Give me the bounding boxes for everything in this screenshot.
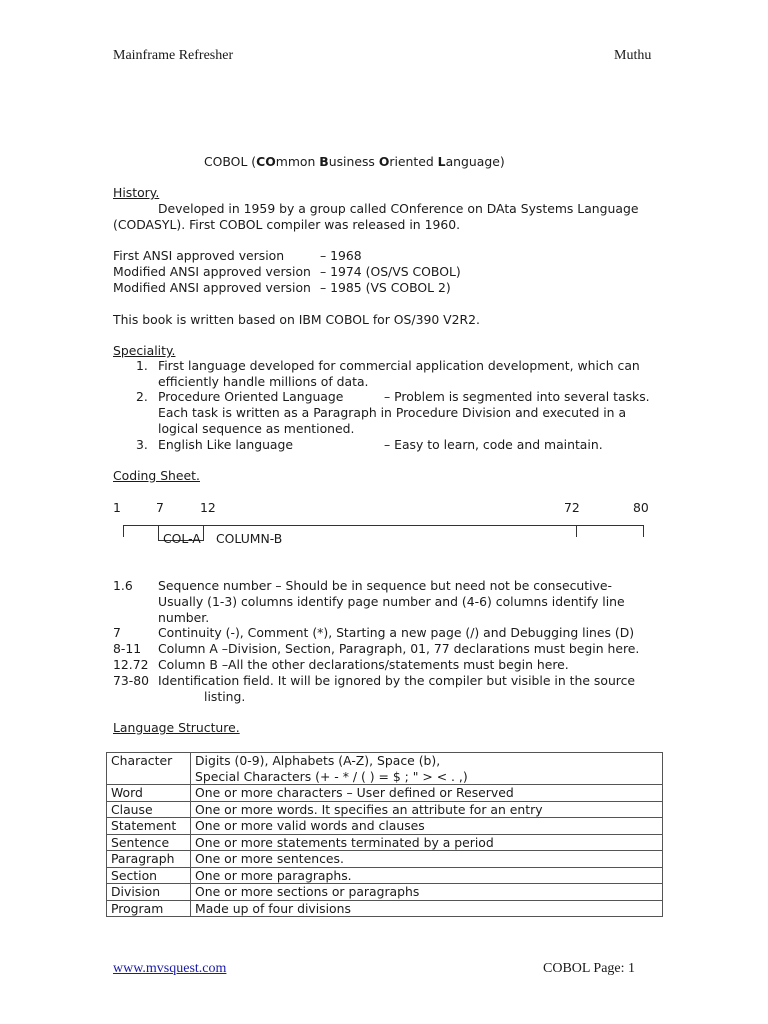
title-part: COBOL (: [204, 154, 257, 169]
desc-line: One or more words. It specifies an attribute for an entry: [195, 801, 543, 817]
term-cell: Division: [107, 884, 191, 901]
col-b-label: COLUMN-B: [216, 531, 283, 546]
title-part: B: [319, 154, 329, 169]
desc-line: One or more sections or paragraphs: [195, 884, 420, 899]
desc-cell: [191, 851, 663, 868]
col-marker-80: 80: [633, 500, 649, 515]
coding-heading: Coding Sheet.: [113, 468, 200, 483]
header-right: Muthu: [614, 48, 652, 63]
speciality-2-line-1: Each task is written as a Paragraph in Procedure Division and executed in a: [158, 405, 627, 420]
table-row: [107, 834, 663, 851]
term-cell: Clause: [107, 801, 191, 818]
history-heading: History.: [113, 185, 160, 200]
title-part: O: [378, 154, 390, 169]
speciality-2-lead: Procedure Oriented Language: [158, 389, 344, 404]
column-num-1: 1.6: [113, 578, 133, 593]
column-num-2: 7: [113, 625, 121, 640]
desc-cell: [191, 884, 663, 901]
table-row: [107, 785, 663, 802]
term-cell: Character: [107, 753, 191, 785]
desc-cell: [191, 834, 663, 851]
speciality-1-line-1: First language developed for commercial application development, which can: [158, 358, 640, 373]
title-part: riented: [389, 154, 438, 169]
version-value-2: – 1974 (OS/VS COBOL): [320, 264, 461, 279]
desc-cell: [191, 753, 663, 785]
desc-line: Special Characters (+ - * / ( ) = $ ; " > < . ,): [195, 768, 468, 784]
term-cell: Section: [107, 867, 191, 884]
title-part: L: [437, 154, 446, 169]
table-row: [107, 801, 663, 818]
speciality-3-lead: English Like language: [158, 437, 294, 452]
term-cell: Program: [107, 900, 191, 917]
column-5-line-1: Identification field. It will be ignored by the compiler but visible in the source: [158, 673, 636, 688]
column-1-line-3: number.: [158, 610, 210, 625]
term-cell: Paragraph: [107, 851, 191, 868]
ruler-tick-80: [643, 525, 644, 537]
col-marker-12: 12: [200, 500, 216, 515]
speciality-num-2: 2.: [136, 389, 148, 404]
desc-line: One or more characters – User defined or Reserved: [195, 785, 514, 800]
version-value-1: – 1968: [320, 248, 362, 263]
history-line-2: (CODASYL). First COBOL compiler was released in 1960.: [113, 217, 461, 232]
table-row: [107, 851, 663, 868]
column-2-line-1: Continuity (-), Comment (*), Starting a new page (/) and Debugging lines (D): [158, 625, 635, 640]
title-part: anguage): [445, 154, 505, 169]
column-5-line-2: listing.: [204, 689, 246, 704]
header-left: Mainframe Refresher: [113, 48, 234, 63]
ruler-tick-1: [123, 525, 124, 537]
desc-cell: [191, 801, 663, 818]
desc-cell: [191, 785, 663, 802]
language-heading: Language Structure.: [113, 720, 240, 735]
speciality-num-3: 3.: [136, 437, 148, 452]
column-1-line-2: Usually (1-3) columns identify page number and (4-6) columns identify line: [158, 594, 625, 609]
table-row: [107, 867, 663, 884]
version-label-2: Modified ANSI approved version: [113, 264, 311, 279]
table-row: [107, 753, 663, 785]
table-row: [107, 884, 663, 901]
speciality-2-line-2: logical sequence as mentioned.: [158, 421, 355, 436]
column-3-line-1: Column A –Division, Section, Paragraph, 01, 77 declarations must begin here.: [158, 641, 640, 656]
desc-line: Made up of four divisions: [195, 900, 351, 916]
speciality-3-rest: – Easy to learn, code and maintain.: [384, 437, 603, 452]
version-label-1: First ANSI approved version: [113, 248, 285, 263]
history-line-1: Developed in 1959 by a group called COnference on DAta Systems Language: [158, 201, 639, 216]
table-row: [107, 900, 663, 917]
version-label-3: Modified ANSI approved version: [113, 280, 311, 295]
speciality-2-rest: – Problem is segmented into several tasks.: [384, 389, 650, 404]
column-num-4: 12.72: [113, 657, 149, 672]
speciality-heading: Speciality.: [113, 343, 176, 358]
col-marker-7: 7: [156, 500, 164, 515]
desc-line: One or more sentences.: [195, 851, 344, 866]
column-num-5: 73-80: [113, 673, 150, 688]
coding-ruler: [123, 525, 644, 526]
desc-cell: [191, 900, 663, 917]
title-part: mmon: [275, 154, 320, 169]
book-note: This book is written based on IBM COBOL for OS/390 V2R2.: [113, 312, 480, 327]
term-cell: Word: [107, 785, 191, 802]
col-a-label: COL-A: [163, 531, 201, 546]
speciality-1-line-2: efficiently handle millions of data.: [158, 374, 369, 389]
language-structure-table: [106, 752, 663, 917]
title-part: CO: [256, 154, 276, 169]
ruler-tick-7: [158, 525, 159, 541]
col-marker-72: 72: [564, 500, 580, 515]
desc-line: One or more valid words and clauses: [195, 818, 425, 833]
footer-link[interactable]: www.mvsquest.com: [113, 961, 227, 976]
page-title: [204, 154, 505, 170]
footer-link-wrap: [113, 961, 226, 977]
desc-line: Digits (0-9), Alphabets (A-Z), Space (b),: [195, 753, 441, 768]
desc-line: One or more statements terminated by a period: [195, 834, 494, 850]
version-value-3: – 1985 (VS COBOL 2): [320, 280, 451, 295]
speciality-num-1: 1.: [136, 358, 148, 373]
column-1-line-1: Sequence number – Should be in sequence but need not be consecutive-: [158, 578, 612, 593]
ruler-tick-12: [203, 525, 204, 541]
col-marker-1: 1: [113, 500, 121, 515]
desc-cell: [191, 818, 663, 835]
table-row: [107, 818, 663, 835]
column-4-line-1: Column B –All the other declarations/statements must begin here.: [158, 657, 569, 672]
term-cell: Statement: [107, 818, 191, 835]
title-part: usiness: [328, 154, 379, 169]
footer-page: COBOL Page: 1: [543, 961, 636, 976]
desc-cell: [191, 867, 663, 884]
ruler-tick-72: [576, 525, 577, 537]
term-cell: Sentence: [107, 834, 191, 851]
desc-line: One or more paragraphs.: [195, 867, 352, 883]
column-num-3: 8-11: [113, 641, 142, 656]
